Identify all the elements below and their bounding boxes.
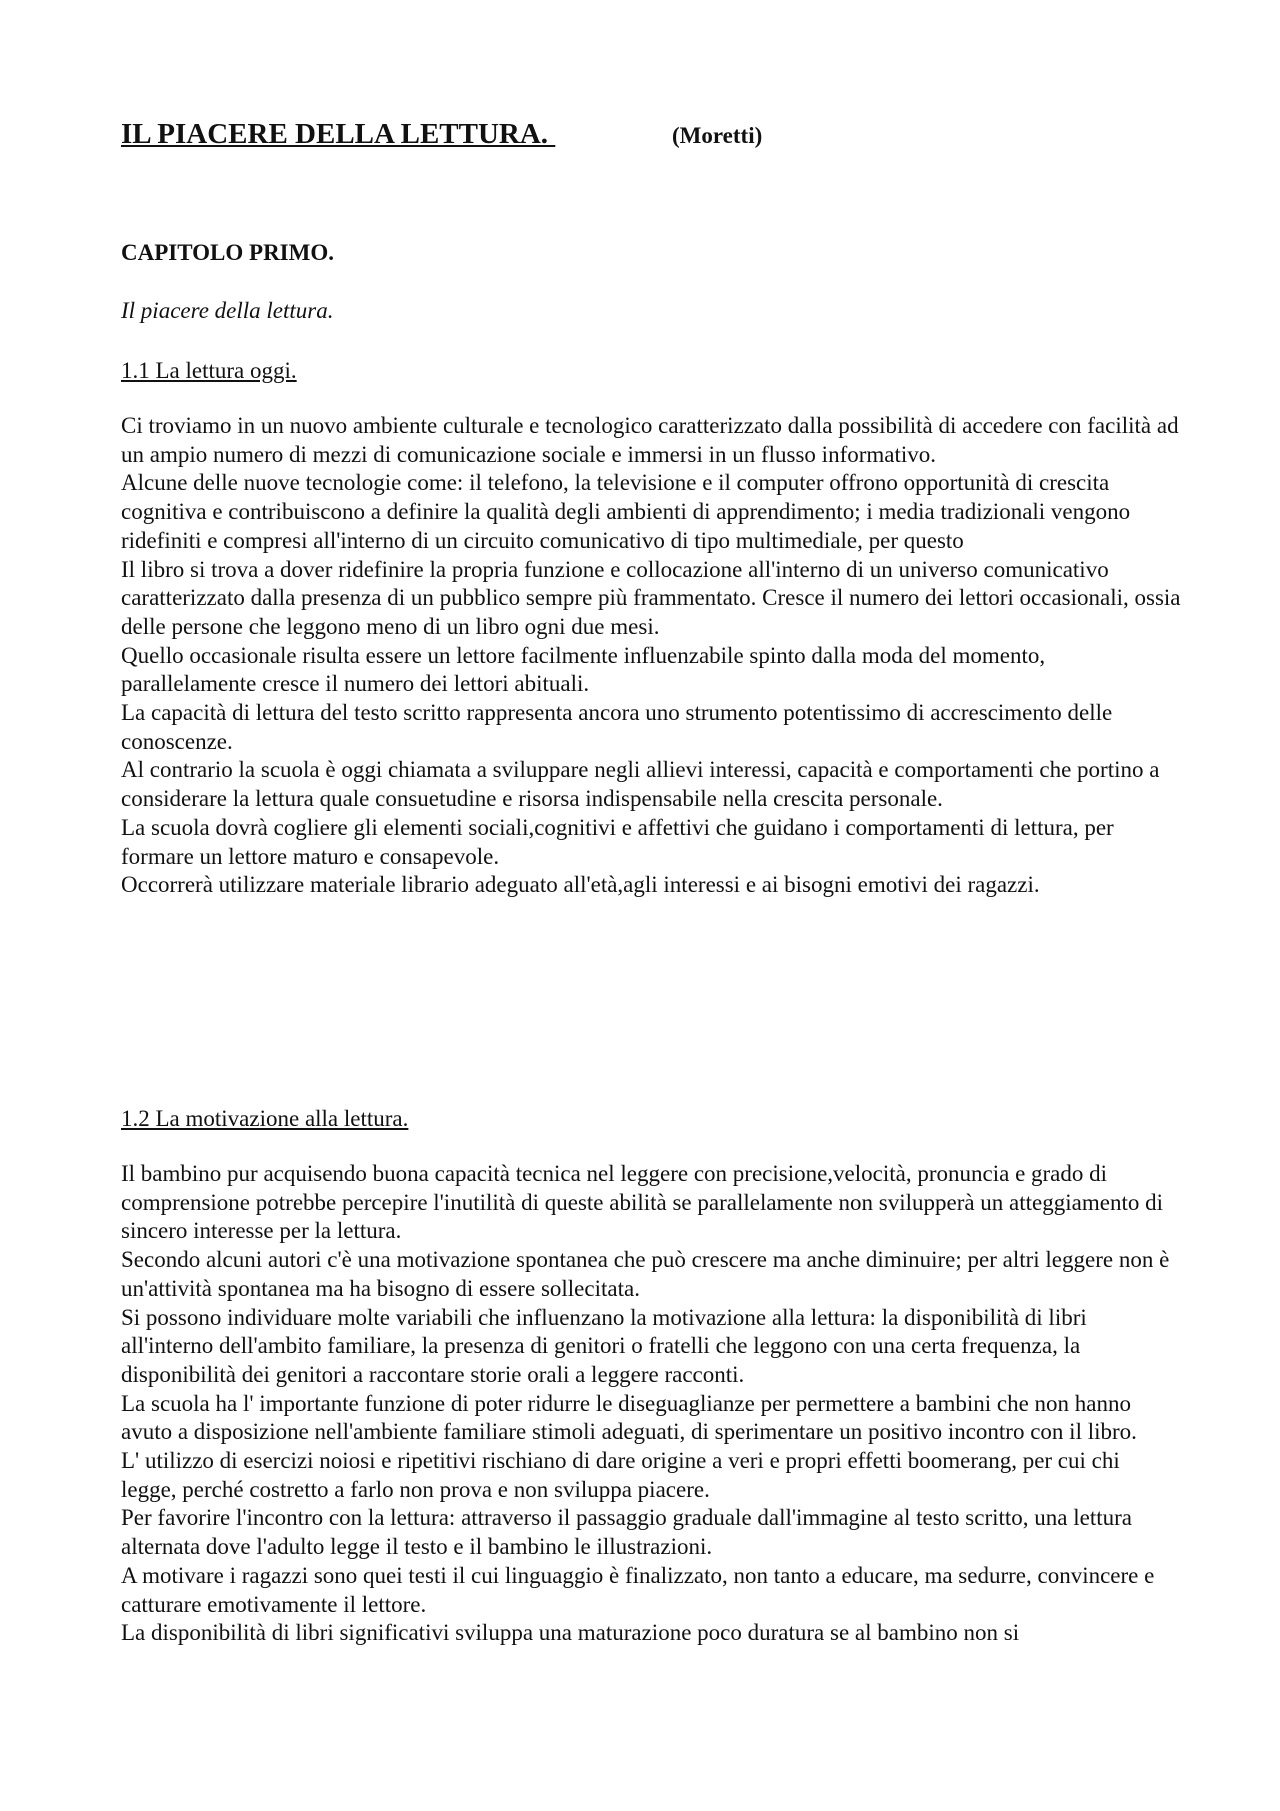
paragraph: La disponibilità di libri significativi sviluppa una maturazione poco duratura se al bambino non si [121,1620,1020,1646]
paragraph: La scuola dovrà cogliere gli elementi sociali,cognitivi e affettivi che guidano i comportamenti di lettura, per formare un lettore maturo e consapevole. [121,814,1114,869]
section-body-1-2 [121,1160,1181,1648]
paragraph: Il libro si trova a dover ridefinire la propria funzione e collocazione all'interno di un universo comunicativo caratterizzato dalla presenza di un pubblico sempre più frammentato. Cresce il numero dei lettori occasionali, ossia delle persone che leggono meno di un libro ogni due mesi. [121,556,1181,639]
paragraph: Per favorire l'incontro con la lettura: attraverso il passaggio graduale dall'immagine al testo scritto, una lettura alternata dove l'adulto legge il testo e il bambino le illustrazioni. [121,1505,1133,1560]
section-heading-1-2: 1.2 La motivazione alla lettura. [121,1106,409,1131]
paragraph: Secondo alcuni autori c'è una motivazione spontanea che può crescere ma anche diminuire; per altri leggere non è un'attività spontanea ma ha bisogno di essere sollecitata. [121,1247,1170,1301]
document-author: (Moretti) [672,123,763,148]
document-title: IL PIACERE DELLA LETTURA. [121,118,556,150]
paragraph: L' utilizzo di esercizi noiosi e ripetitivi rischiano di dare origine a veri e propri effetti boomerang, per cui chi legge, perché costretto a farlo non prova e non sviluppa piacere. [121,1448,1120,1502]
paragraph: Si possono individuare molte variabili che influenzano la motivazione alla lettura: la disponibilità di libri all'interno dell'ambito familiare, la presenza di genitori o fratelli che leggono con una certa frequenza, la disponibilità dei genitori a raccontare storie orali a leggere racconti. [121,1304,1087,1387]
paragraph: Il bambino pur acquisendo buona capacità tecnica nel leggere con precisione,velocità, pronuncia e grado di comprensione potrebbe percepire l'inutilità di queste abilità se parallelamente non svilupperà un atteggiamento di sincero interesse per la lettura. [121,1161,1163,1244]
title-row [121,118,1181,152]
paragraph: A motivare i ragazzi sono quei testi il cui linguaggio è finalizzato, non tanto a educare, ma sedurre, convincere e catturare emotivamente il lettore. [121,1562,1155,1617]
paragraph: Alcune delle nuove tecnologie come: il telefono, la televisione e il computer offrono opportunità di crescita cognitiva e contribuiscono a definire la qualità degli ambienti di apprendimento; i media tradizionali vengono ridefiniti e compresi all'interno di un circuito comunicativo di tipo multimediale, per questo [121,470,1131,553]
paragraph: Ci troviamo in un nuovo ambiente culturale e tecnologico caratterizzato dalla possibilità di accedere con facilità ad un ampio numero di mezzi di comunicazione sociale e immersi in un flusso informativo. [121,413,1179,467]
paragraph: Quello occasionale risulta essere un lettore facilmente influenzabile spinto dalla moda del momento, parallelamente cresce il numero dei lettori abituali. [121,642,1046,697]
section-heading-1-1: 1.1 La lettura oggi. [121,358,297,383]
paragraph: Al contrario la scuola è oggi chiamata a sviluppare negli allievi interessi, capacità e comportamenti che portino a considerare la lettura quale consuetudine e risorsa indispensabile nella crescita personale. [121,757,1160,812]
paragraph: La scuola ha l' importante funzione di poter ridurre le diseguaglianze per permettere a bambini che non hanno avuto a disposizione nell'ambiente familiare stimoli adeguati, di sperimentare un positivo incontro con il libro. [121,1390,1137,1445]
section-body-1-1 [121,412,1181,900]
chapter-heading: CAPITOLO PRIMO. [121,240,334,265]
paragraph: La capacità di lettura del testo scritto rappresenta ancora uno strumento potentissimo di accrescimento delle conoscenze. [121,700,1113,754]
chapter-subtitle: Il piacere della lettura. [121,298,334,323]
document-page [121,118,1181,1646]
paragraph: Occorrerà utilizzare materiale librario adeguato all'età,agli interessi e ai bisogni emotivi dei ragazzi. [121,872,1040,898]
